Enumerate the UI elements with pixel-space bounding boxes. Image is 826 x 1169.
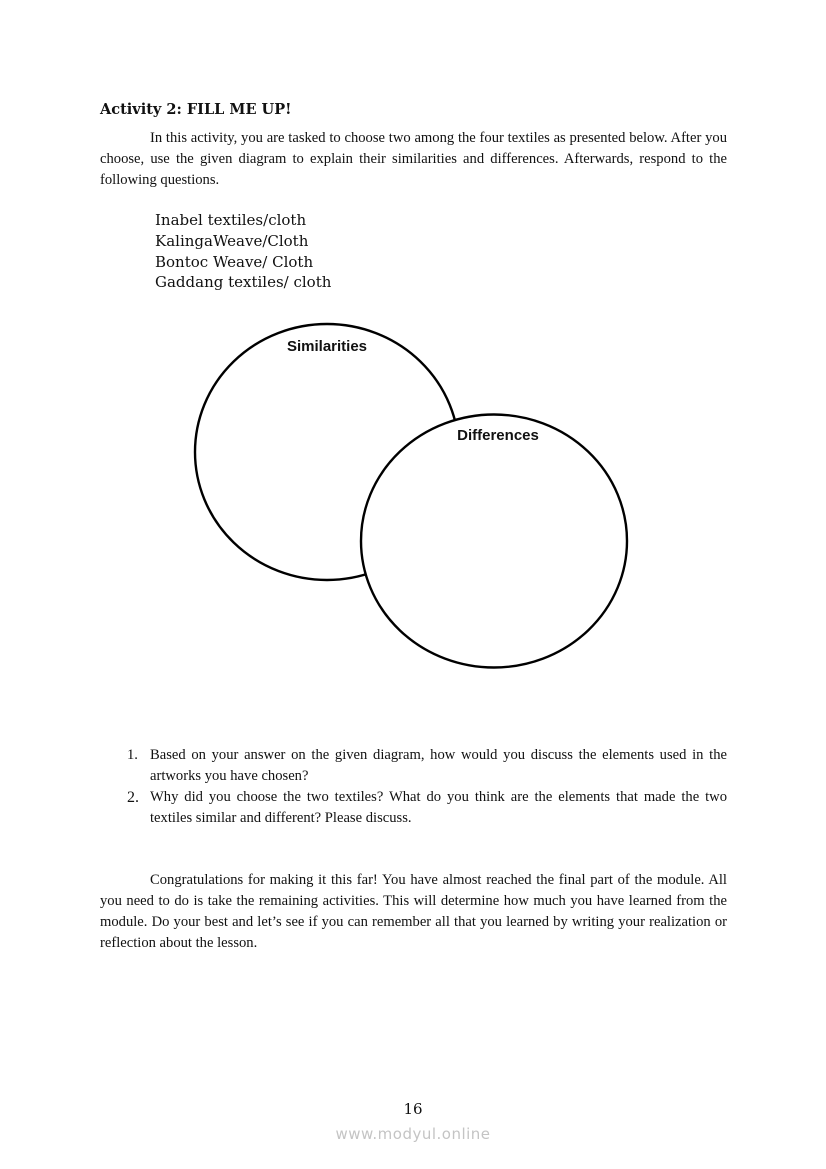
textile-item: Bontoc Weave/ Cloth — [155, 252, 314, 271]
differences-circle — [361, 415, 627, 668]
question-number: 2. — [127, 789, 139, 806]
similarities-label: Similarities — [286, 338, 368, 355]
activity-intro-text: In this activity, you are tasked to choose two among the four textiles as presented below. After you choose, use the given diagram to explain their similarities and differences. Afterwards, respond to the following questions. — [100, 130, 727, 188]
page-number: 16 — [403, 1100, 423, 1118]
question-number: 1. — [127, 747, 138, 763]
question-list — [127, 745, 727, 829]
textile-item: Gaddang textiles/ cloth — [155, 273, 332, 292]
question-item — [127, 787, 727, 829]
differences-label: Differences — [457, 427, 539, 444]
closing-paragraph — [100, 870, 727, 954]
textile-item: KalingaWeave/Cloth — [155, 231, 309, 250]
question-text: Why did you choose the two textiles? What do you think are the elements that made the two textiles similar and different? Please discuss. — [150, 789, 727, 826]
question-text: Based on your answer on the given diagram, how would you discuss the elements used in the artworks you have chosen? — [150, 747, 727, 784]
textile-item: Inabel textiles/cloth — [155, 211, 307, 229]
activity-title: Activity 2: FILL ME UP! — [100, 101, 292, 118]
watermark: www.modyul.online — [335, 1125, 491, 1143]
closing-text: Congratulations for making it this far! You have almost reached the final part of the module. All you need to do is take the remaining activities. This will determine how much you have learned from the module. Do your best and let’s see if you can remember all that you learned by writing your realization or reflection about the lesson. — [100, 872, 727, 951]
question-item — [127, 745, 727, 787]
